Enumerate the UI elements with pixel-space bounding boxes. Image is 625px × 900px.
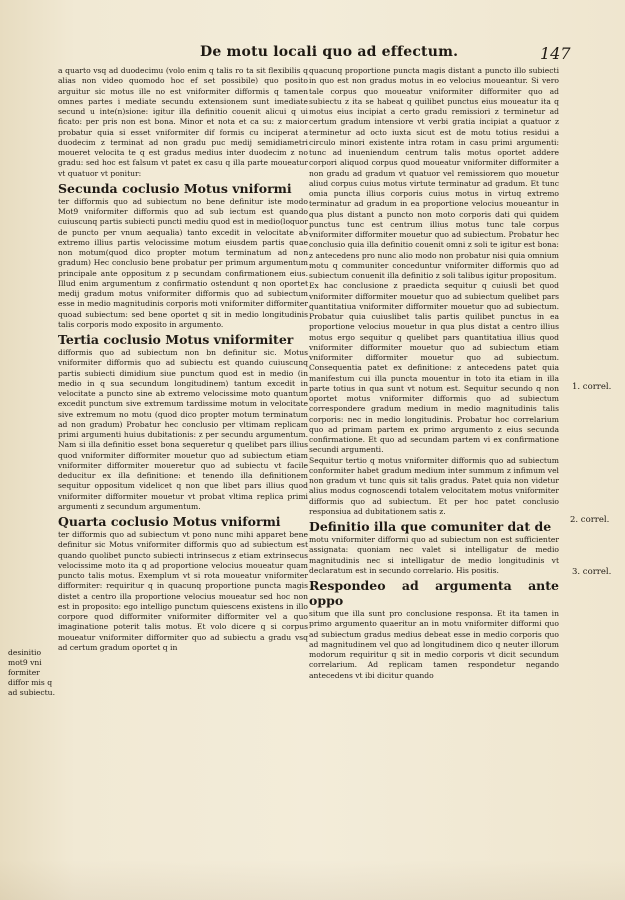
page-bottom-shade [0, 860, 625, 900]
margin-note-left: desinitio mot9 vni formiter diffor mis q ad subiectu. [8, 648, 55, 697]
right-column [309, 66, 559, 681]
paragraph: difformis quo ad subiectum non bn definitur sic. Motus vniformiter difformis quo ad subiectu est quando cuiuscunq partis subiecti dimidium siue punctum quod est in medio (in medio in q sua secundum longitudinem) tantum excedit in velocitate a puncto sine ab extremo velocissime moto quantum excedit punctum sive extremum tardissime motum in velocitate sive extremum no motu (quod dico propter motum terminatum ad non gradum) Probatur hec conclusio per vltimam replicam primi argumenti huius dubitationis: z per secundu argumentum. Nam si illa definitio esset bona sequeretur q quelibet pars illius quod vniformiter difformiter mouetur quo ad subiectum etiam vniformiter difformiter moueretur quo ad subiectu vt facile deducitur ex illa definitione: et tenendo illa definitionem sequitur oppositum videlicet q non que libet pars illius quod vniformiter difformiter mouetur vt probat vltima replica primi argumenti z secundum argumentum. [58, 348, 308, 511]
margin-note-correl-3: 3. correl. [572, 567, 612, 577]
folio-number: 147 [540, 44, 571, 63]
conclusion-heading: Secunda coclusio Motus vniformi [58, 180, 292, 196]
conclusion-heading: Tertia coclusio Motus vniformiter [58, 332, 294, 347]
margin-note-correl-2: 2. correl. [570, 515, 610, 525]
section-heading: Respondeo ad argumenta ante oppo [309, 578, 559, 608]
paragraph: ter difformis quo ad subiectum no bene definitur iste modo Mot9 vniformiter difformis quo ad sub iectum est quando cuiuscunq partis subiecti puncti mediu quod est in medio(loquor de puncto per vnum aequalia) tanto excedit in velocitate ab extremo illius partis velocissime motum eiusdem partis quae non motum(quod dico propter motum terminatum ad non gradum) Hec conclusio bene probatur per primum argumentum principale ante oppositum z p secundam confirmationem eius. Illud enim argumentum z confirmatio ostendunt q non oportet medij gradum motus vniformiter difformis quo ad subiectum esse in medio magnitudinis corporis moti vniformiter difformiter quoad subiectum: sed bene oportet q sit in medio longitudinis talis corporis modo exposito in argumento. [58, 196, 308, 329]
paragraph: ter difformis quo ad subiectum vt pono nunc mihi apparet bene definitur sic Motus vniformiter difformis quo ad subiectum est quando quolibet puncto subiecti intrinsecus z etiam extrinsecus velocissime moto ita q ad proportione velocius moueatur quam puncto talis motus. Exemplum vt si rota moueatur vniformiter difformiter: requiritur q in quacunq proportione puncta magis distet a centro illa proportione velocius moueatur sed hoc non est in proposito: ego intelligo punctum quiescens existens in illo corpore quod difformiter vniformiter difformiter vel a quo imaginatione poterit talis motus. Et volo dicere q si corpus moueatur vniformiter difformiter quo ad subiectu a gradu vsq ad certum gradum oportet q in [58, 530, 308, 652]
paragraph: Ex hac conclusione z praedicta sequitur q cuiusli bet quod vniformiter difformiter mouetur quo ad subiectum quelibet pars quantitatiua vniformiter difformiter mouetur quo ad subiectum. Probatur quia cuiuslibet talis partis quilibet punctus in ea proportione velocius mouetur in qua plus distat a centro illius motus ergo sequitur q quelibet pars quantitatiua illius quod vniformiter difformiter mouetur quo ad subiectum etiam vniformiter difformiter mouetur quo ad subiectum. Consequentia patet ex definitione: z antecedens patet quia manifestum cui illa puncta mouentur in toto ita etiam in illa parte totius in qua sunt vt notum est. Sequitur secundo q non oportet motus vniformiter difformis quo ad subiectum correspondere gradum medium in medio magnitudinis talis corporis: nec in medio longitudinis. Probatur hoc correlarium quo ad primam partem ex primo argumento z eius secunda confirmatione. Et quo ad secundam partem vi ex confirmatione secundi argumenti. [309, 281, 559, 455]
section-heading: Definitio illa que comuniter dat de [309, 519, 552, 534]
running-title: De motu locali quo ad effectum. [200, 44, 459, 60]
left-column [58, 66, 308, 653]
paragraph: quacunq proportione puncta magis distant a puncto illo subiecti in quo est non gradus motus in eo velocius moueantur. Si vero tale corpus quo moueatur vniformiter difformiter quo ad subiectu z ita se habeat q quilibet punctus eius moueatur ita q motus eius incipiat a certo gradu remissiori z terminetur ad certum gradum intensiore vt verbi gratia incipiat a quatuor z terminetur ad octo iuxta sicut est de motu totius residui a circulo minori existente intra rotam in casu primi argumenti: tunc ad inueniendum centrum talis motus oportet addere corpori aliquod corpus quod moueatur vniformiter difformiter a non gradu ad gradum vt quatuor vel remissiorem quo mouetur aliud corpus cuius motus virtute terminatur ad gradum. Et tunc omia puncta illius corporis cuius motus in virtuq extremo terminatur ad gradum in ea proportione velocius moueantur in qua plus distant a puncto non moto corporis dati qui quidem punctus tunc est centrum illius motus tunc tale corpus vniformiter difformiter mouetur quo ad subiectum. Probatur hec conclusio quia illa definitio couenit omni z soli te igitur est bona: z antecedens pro nunc alio modo non probatur nisi quia omnium motu q communiter conceduntur vniformiter difformis quo ad subiectum conuenit illa definitio z soli talibus igitur propositum. [309, 66, 559, 280]
paragraph: a quarto vsq ad duodecimu (volo enim q talis ro ta sit flexibilis q alias non video quomodo hoc ef set possibile) quo posito arguitur sic motus ille no est vniformiter difformis q tamen omnes partes i mediate secundu extensionem sunt imediate secund u inte(n)sione: igitur illa definitio couenit alicui q ui ficato: per pris non est bona. Minor et nota et ca su: z maior probatur quia si esset vniformiter dif formis cu inciperat a duodecim z terminat ad non gradu puc medij semidiametri moueret velocita te q est gradus medius inter duodecim z no gradu: sed hoc est falsum vt patet ex casu q illa parte moueatur vt quatuor vt ponitur: [58, 66, 308, 178]
paragraph: Sequitur tertio q motus vniformiter difformis quo ad subiectum conformiter habet gradum medium inter summum z infimum vel non gradum vt tunc quis sit talis gradus. Patet quia non videtur alius modus cognoscendi totalem velocitatem motus vniformiter difformis quo ad subiectum. Et per hoc patet conclusio responsiua ad dubitationem satis z. [309, 455, 559, 516]
margin-note-correl-1: 1. correl. [572, 382, 612, 392]
conclusion-heading: Quarta coclusio Motus vniformi [58, 514, 281, 529]
paragraph: motu vniformiter difformi quo ad subiectum non est sufficienter assignata: quoniam nec valet si intelligatur de medio magnitudinis nec si intelligatur de medio longitudinis vt declaratum est in secundo correlario. His positis. [309, 535, 559, 575]
paragraph: situm que illa sunt pro conclusione responsa. Et ita tamen in primo argumento quaeritur an in motu vniformiter difformi quo ad subiectum gradus medius debeat esse in medio corporis quo ad magnitudinem vel quo ad longitudinem dico q neuter illorum modorum requiritur q sit in medio corporis vt dicit secundum correlarium. Ad replicam tamen respondetur negando antecedens vt ibi dicitur quando [309, 609, 559, 680]
